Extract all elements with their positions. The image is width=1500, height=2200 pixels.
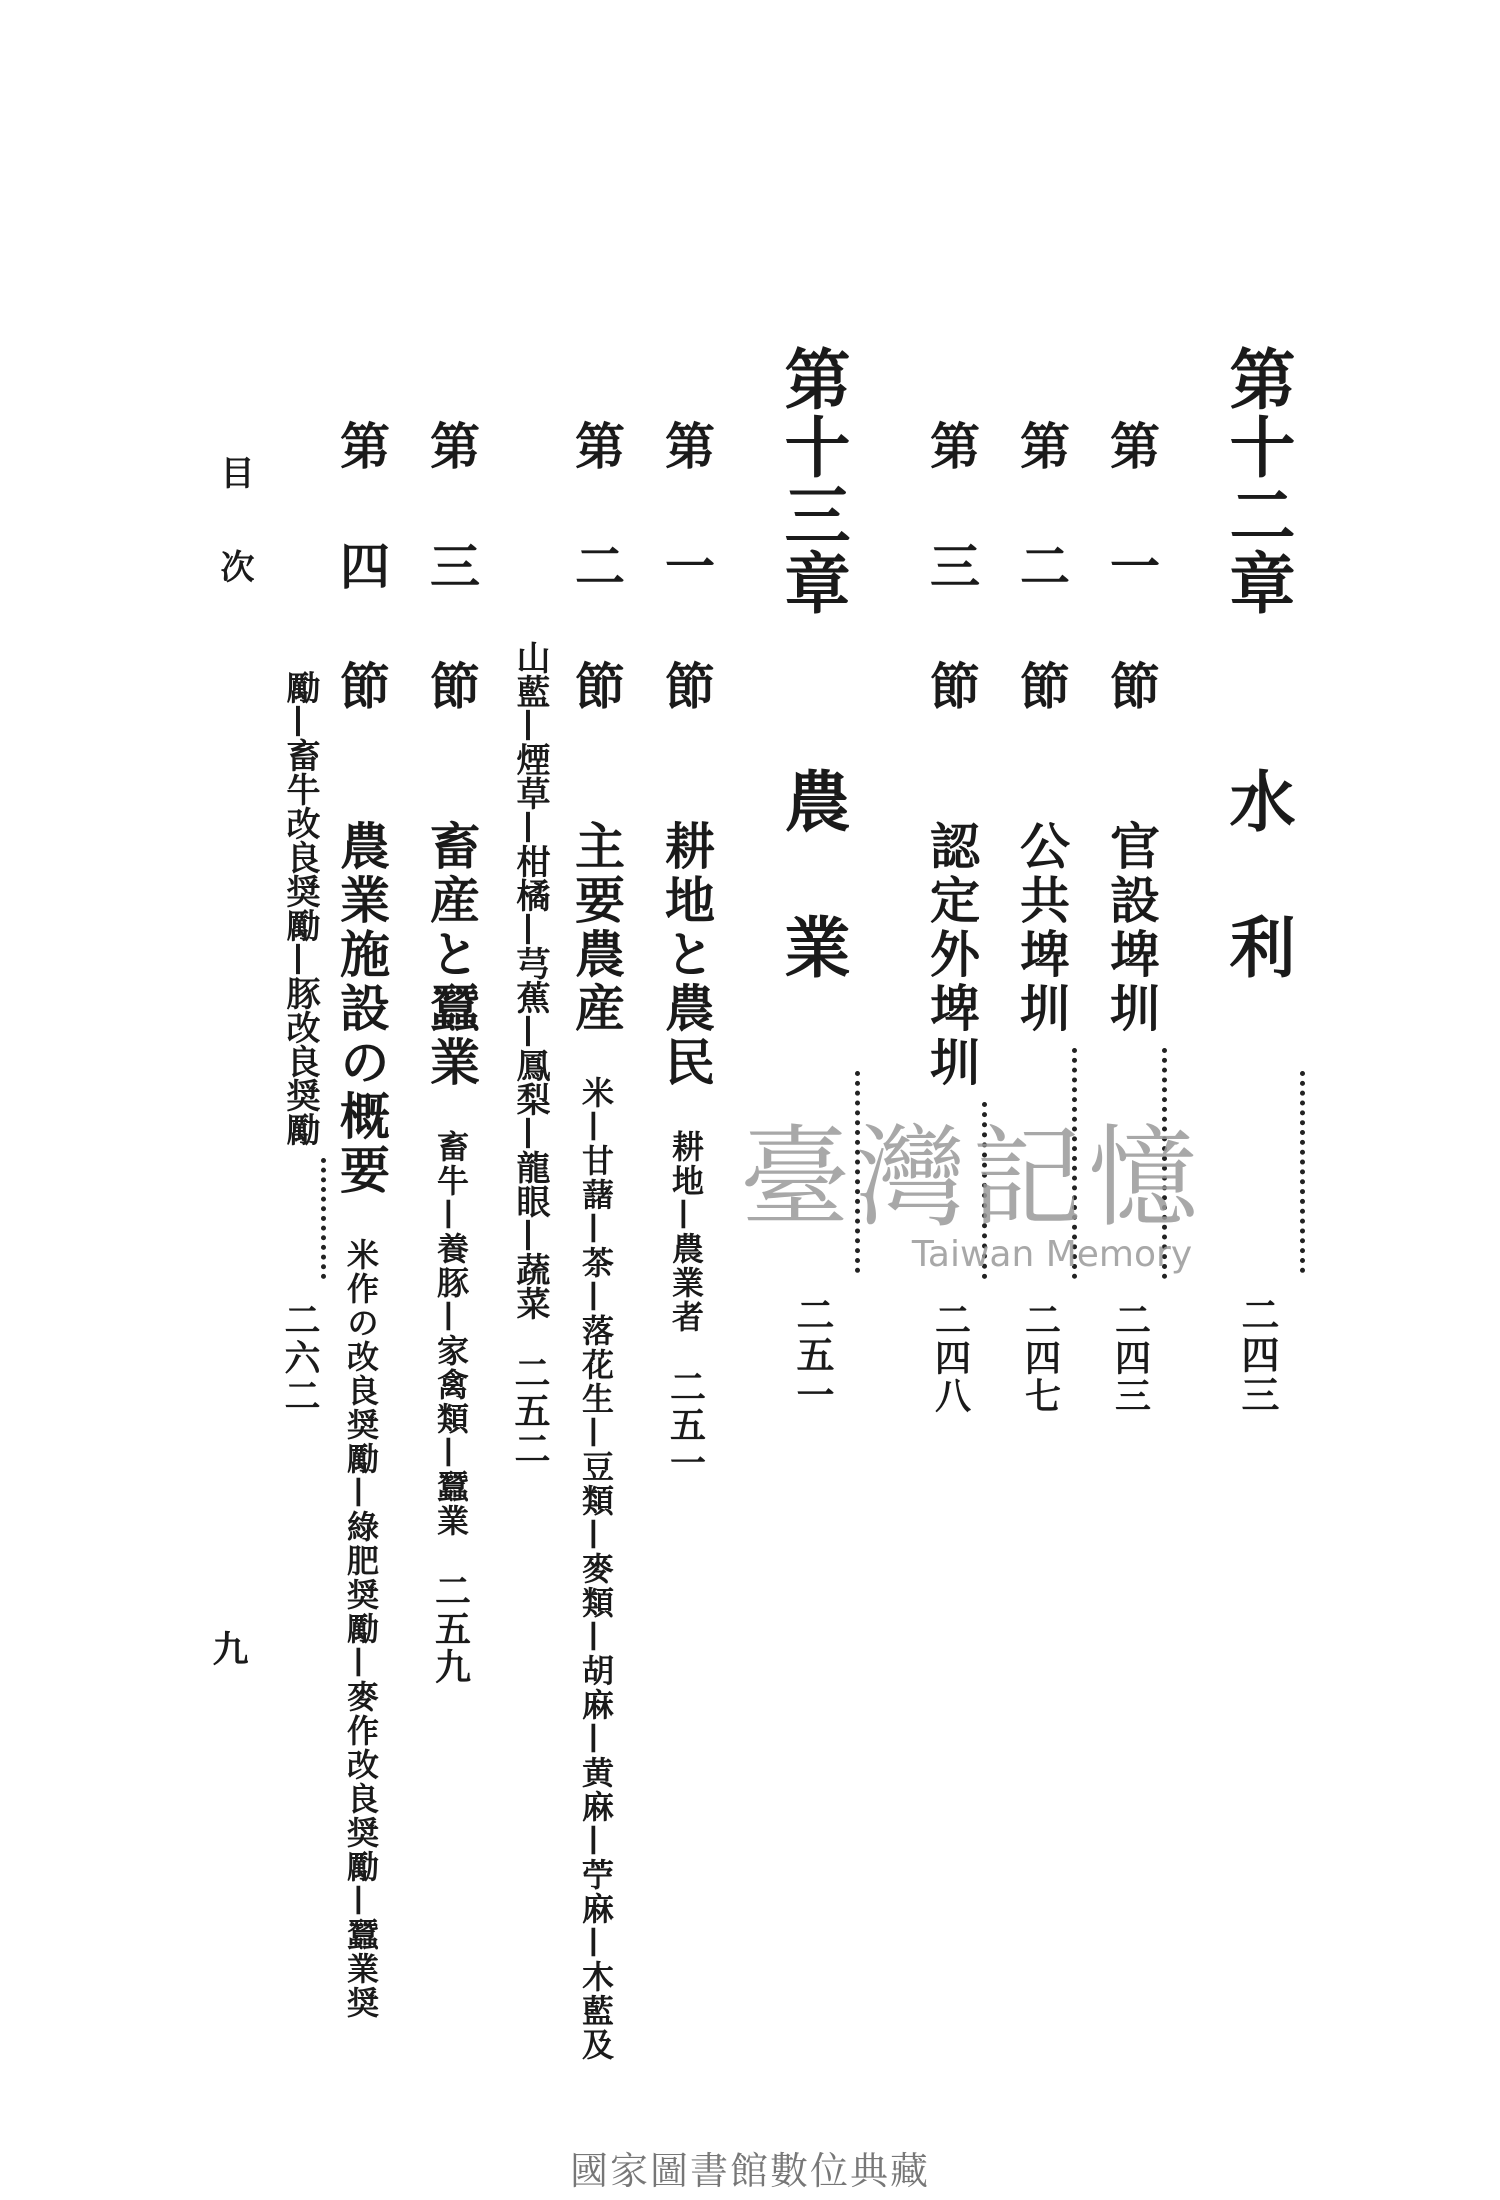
- section-title: 主要農産: [567, 820, 626, 1036]
- running-head: 目次: [214, 455, 254, 643]
- section-entry: [650, 420, 722, 1482]
- section-description: 米作の改良奨勵—綠肥奨勵—麥作改良奨勵—蠶業奨: [342, 1238, 380, 2020]
- section-title: 公共埤圳: [1012, 820, 1071, 1036]
- section-label: 第三節: [422, 420, 481, 780]
- dot-leader: [1300, 1071, 1305, 1273]
- section-entry: [325, 420, 397, 2020]
- chapter-12-entry: [1210, 345, 1305, 1415]
- section-title: 畜産と蠶業: [422, 820, 481, 1090]
- section-label: 第二節: [567, 420, 626, 780]
- section-label: 第一節: [1102, 420, 1161, 780]
- page-number: 二四三: [1235, 1295, 1280, 1415]
- section-continuation-line: [505, 640, 556, 1468]
- section-title: 官設埤圳: [1102, 820, 1161, 1036]
- dot-leader: [321, 1158, 326, 1279]
- section-label: 第一節: [657, 420, 716, 780]
- page-number: 二四七: [1019, 1301, 1062, 1415]
- section-title: 認定外埤圳: [922, 820, 981, 1090]
- page-number: 二五二: [509, 1354, 551, 1468]
- section-description-continuation: 山藍—煙草—柑橘—芎蕉—鳳梨—龍眼—蔬菜: [510, 640, 550, 1320]
- chapter-label: 第十二章: [1218, 345, 1296, 617]
- section-description: 畜牛—養豚—家禽類—蠶業: [432, 1130, 470, 1538]
- page-number: 二四三: [1109, 1301, 1152, 1415]
- page-number: 二六二: [279, 1301, 321, 1415]
- section-continuation-line: [275, 670, 326, 1415]
- folio-page-number: 九: [207, 1630, 249, 1666]
- section-entry: [560, 420, 632, 2062]
- watermark-text-en: Taiwan Memory: [911, 1234, 1193, 1275]
- chapter-title: 農業: [773, 767, 851, 1059]
- archive-footer: 國家圖書館數位典藏: [569, 2149, 930, 2193]
- section-title: 農業施設の概要: [332, 820, 391, 1198]
- section-label: 第四節: [332, 420, 391, 780]
- chapter-label: 第十三章: [773, 345, 851, 617]
- page-number: 二四八: [929, 1301, 972, 1415]
- section-description: 米—甘藷—茶—落花生—豆類—麥類—胡麻—黄麻—苧麻—木藍及: [577, 1076, 615, 2062]
- section-label: 第三節: [922, 420, 981, 780]
- section-entry: [415, 420, 487, 1686]
- watermark-text-cn: 臺灣記憶: [740, 1114, 1204, 1242]
- section-description: 耕地—農業者: [667, 1130, 705, 1334]
- page-number: 二五九: [429, 1572, 472, 1686]
- taiwan-memory-watermark: [740, 1090, 1204, 1275]
- page-number: 二五一: [790, 1295, 835, 1415]
- section-title: 耕地と農民: [657, 820, 716, 1090]
- chapter-title: 水利: [1218, 767, 1296, 1059]
- section-description-continuation: 勵—畜牛改良奨勵—豚改良奨勵: [280, 670, 320, 1146]
- page-number: 二五一: [664, 1368, 707, 1482]
- section-label: 第二節: [1012, 420, 1071, 780]
